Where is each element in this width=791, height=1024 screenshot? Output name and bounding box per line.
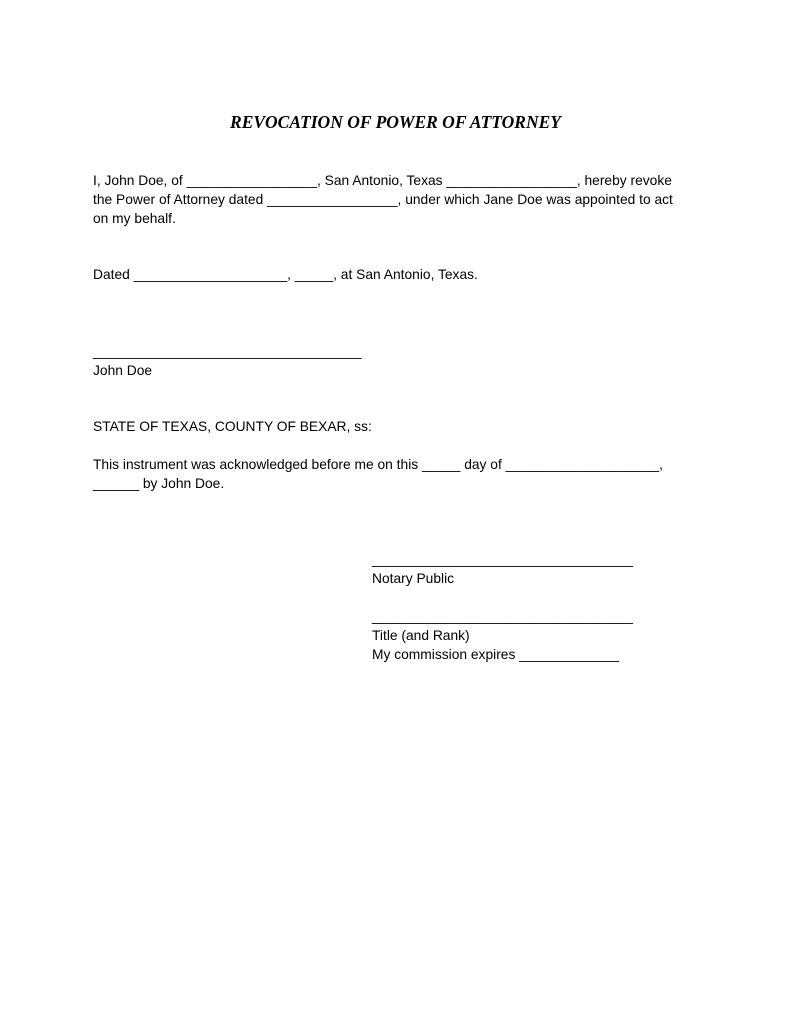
acknowledgment-line-2: ______ by John Doe. <box>93 476 225 491</box>
signature-line: ___________________________________ <box>93 344 362 359</box>
notary-title-label: Title (and Rank) <box>372 628 470 643</box>
commission-expires-line: My commission expires _____________ <box>372 647 619 662</box>
notary-label: Notary Public <box>372 571 455 586</box>
signer-name: John Doe <box>93 363 153 378</box>
paragraph-line-3: on my behalf. <box>93 211 176 226</box>
paragraph-line-2: the Power of Attorney dated _________________, under which Jane Doe was appointed to act <box>93 192 673 207</box>
notary-signature-line: __________________________________ <box>372 552 633 567</box>
paragraph-line-1: I, John Doe, of _________________, San Antonio, Texas _________________, hereby revoke <box>93 173 672 188</box>
document-title: REVOCATION OF POWER OF ATTORNEY <box>230 112 561 132</box>
venue-line: STATE OF TEXAS, COUNTY OF BEXAR, ss: <box>93 419 372 434</box>
dated-line: Dated ____________________, _____, at San Antonio, Texas. <box>93 267 478 282</box>
notary-title-line: __________________________________ <box>372 609 633 624</box>
acknowledgment-line-1: This instrument was acknowledged before me on this _____ day of ____________________, <box>93 457 663 472</box>
